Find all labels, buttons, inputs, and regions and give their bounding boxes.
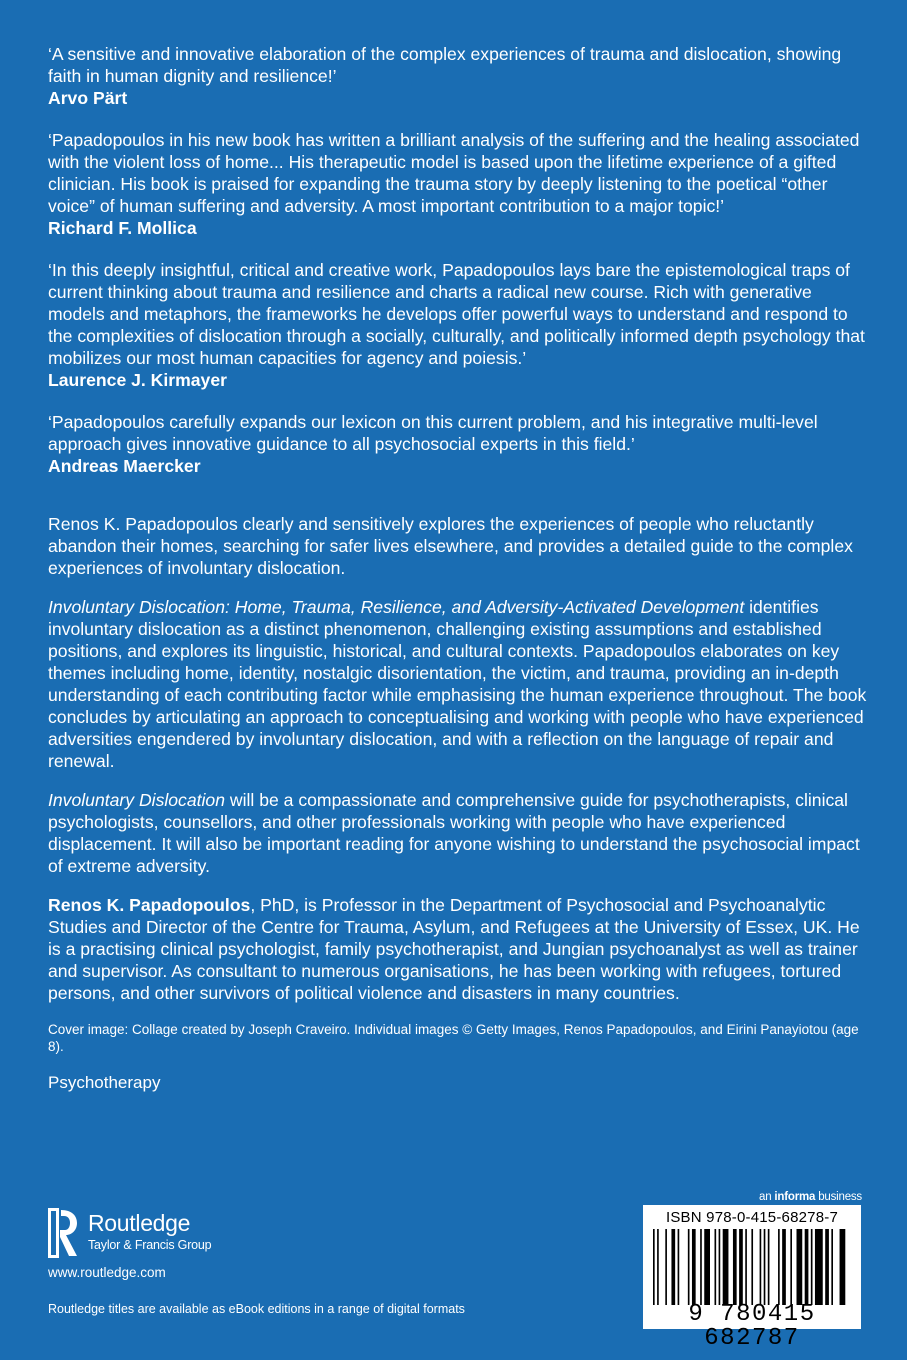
barcode-bar xyxy=(715,1229,717,1305)
cover-credit: Cover image: Collage created by Joseph Craveiro. Individual images © Getty Images, Renos Papadopoulos, and Eirini Panayiotou (age 8). xyxy=(48,1022,859,1054)
barcode-bar xyxy=(678,1229,680,1305)
barcode-bar xyxy=(782,1229,786,1305)
barcode-bar xyxy=(704,1229,710,1305)
isbn-digits: 9 780415 682787 xyxy=(688,1301,816,1352)
barcode-bar xyxy=(831,1229,833,1305)
publisher-name: Routledge xyxy=(88,1210,191,1236)
isbn-label: ISBN 978-0-415-68278-7 xyxy=(665,1209,838,1226)
description-text: will be a compassionate and comprehensive guide for psychotherapists, clinical psychologists, counsellors, and other professionals working with people who have experienced displacement. It will also be important reading for anyone wishing to understand the psychosocial impact of extreme adversity. xyxy=(48,790,860,876)
routledge-logo-icon xyxy=(48,1208,78,1258)
barcode-bar xyxy=(723,1229,729,1305)
barcode-bar xyxy=(751,1229,753,1305)
barcode-bar xyxy=(825,1229,829,1305)
publisher-website[interactable]: www.routledge.com xyxy=(48,1265,166,1280)
barcode-bar xyxy=(719,1229,721,1305)
endorsement-text: ‘Papadopoulos carefully expands our lexicon on this current problem, and his integrative multi-level approach gives innovative guidance to all psychosocial experts in this field.’ xyxy=(48,412,818,454)
barcode-bar xyxy=(768,1229,770,1305)
barcode-bar xyxy=(815,1229,823,1305)
description-paragraph xyxy=(48,789,868,877)
barcode-bar xyxy=(797,1229,803,1305)
endorsement-text: ‘A sensitive and innovative elaboration of the complex experiences of trauma and dislocation, showing faith in human dignity and resilience!’ xyxy=(48,44,842,86)
barcode-bars-icon xyxy=(651,1229,851,1307)
back-cover-text xyxy=(48,43,868,1093)
endorsement xyxy=(48,43,868,109)
isbn-barcode xyxy=(643,1205,861,1352)
barcode-bar xyxy=(665,1229,667,1305)
book-short-title: Involuntary Dislocation xyxy=(48,790,226,810)
endorsement-text: ‘In this deeply insightful, critical and creative work, Papadopoulos lays bare the epistemological traps of current thinking about trauma and resilience and charts a radical new course. Rich with generative models and metaphors, the frameworks he develops offer powerful ways to understand and respond to the complexities of dislocation through a socially, culturally, and politically informed depth psychology that mobilizes our most human capacities for agency and poiesis.’ xyxy=(48,260,865,368)
endorsement-author: Richard F. Mollica xyxy=(48,218,197,238)
book-full-title: Involuntary Dislocation: Home, Trauma, Resilience, and Adversity-Activated Development xyxy=(48,597,745,617)
barcode-bar xyxy=(657,1229,659,1305)
ebook-note: Routledge titles are available as eBook editions in a range of digital formats xyxy=(48,1302,465,1316)
author-bio xyxy=(48,894,868,1004)
barcode-bar xyxy=(688,1229,690,1305)
informa-suffix: business xyxy=(815,1191,862,1203)
endorsement-author: Laurence J. Kirmayer xyxy=(48,370,227,390)
publisher-logo xyxy=(48,1208,268,1256)
author-name: Renos K. Papadopoulos xyxy=(48,895,251,915)
barcode-bar xyxy=(760,1229,762,1305)
description-text: identifies involuntary dislocation as a distinct phenomenon, challenging existing assumptions and established positions, and explores its linguistic, historical, and cultural contexts. Papadopoulos elaborates on key themes including home, identity, nostalgic disorientation, the victim, and trauma, providing an in-depth understanding of each contributing factor while emphasising the human experience throughout. The book concludes by articulating an approach to conceptualising and working with people who have experienced adversities engendered by involuntary dislocation, and with a reflection on the language of repair and renewal. xyxy=(48,597,867,771)
barcode-bar xyxy=(671,1229,675,1305)
endorsement-author: Arvo Pärt xyxy=(48,88,128,108)
endorsement-text: ‘Papadopoulos in his new book has written a brilliant analysis of the suffering and the healing associated with the violent loss of home... His therapeutic model is based upon the lifetime experience of a gifted clinician. His book is praised for expanding the trauma story by deeply listening to the poetical “other voice” of human suffering and adversity. A most important contribution to a major topic!’ xyxy=(48,130,860,216)
barcode-bar xyxy=(692,1229,696,1305)
informa-prefix: an xyxy=(759,1191,775,1203)
description-intro: Renos K. Papadopoulos clearly and sensitively explores the experiences of people who reluctantly abandon their homes, searching for safer lives elsewhere, and provides a detailed guide to the complex experiences of involuntary dislocation. xyxy=(48,514,853,578)
barcode-bar xyxy=(811,1229,813,1305)
subject-category: Psychotherapy xyxy=(48,1073,161,1092)
informa-tagline xyxy=(759,1190,862,1204)
endorsement xyxy=(48,411,868,477)
barcode-bar xyxy=(745,1229,747,1305)
barcode-bar xyxy=(653,1229,655,1305)
endorsement-author: Andreas Maercker xyxy=(48,456,201,476)
barcode-bar xyxy=(778,1229,780,1305)
description-paragraph xyxy=(48,596,868,772)
barcode-bar xyxy=(739,1229,743,1305)
endorsement xyxy=(48,129,868,239)
barcode-bar xyxy=(790,1229,792,1305)
endorsement xyxy=(48,259,868,391)
barcode-bar xyxy=(733,1229,737,1305)
author-bio-text: , PhD, is Professor in the Department of Psychosocial and Psychoanalytic Studies and Director of the Centre for Trauma, Asylum, and Refugees at the University of Essex, UK. He is a practising clinical psychologist, family psychotherapist, and Jungian psychoanalyst as well as trainer and supervisor. As consultant to numerous organisations, he has been working with refugees, tortured persons, and other survivors of political violence and disasters in many countries. xyxy=(48,895,860,1003)
publisher-group: Taylor & Francis Group xyxy=(88,1238,212,1252)
barcode-bar xyxy=(840,1229,846,1305)
informa-brand: informa xyxy=(774,1191,816,1203)
barcode-bar xyxy=(700,1229,702,1305)
barcode-bar xyxy=(805,1229,809,1305)
barcode-bar xyxy=(764,1229,766,1305)
